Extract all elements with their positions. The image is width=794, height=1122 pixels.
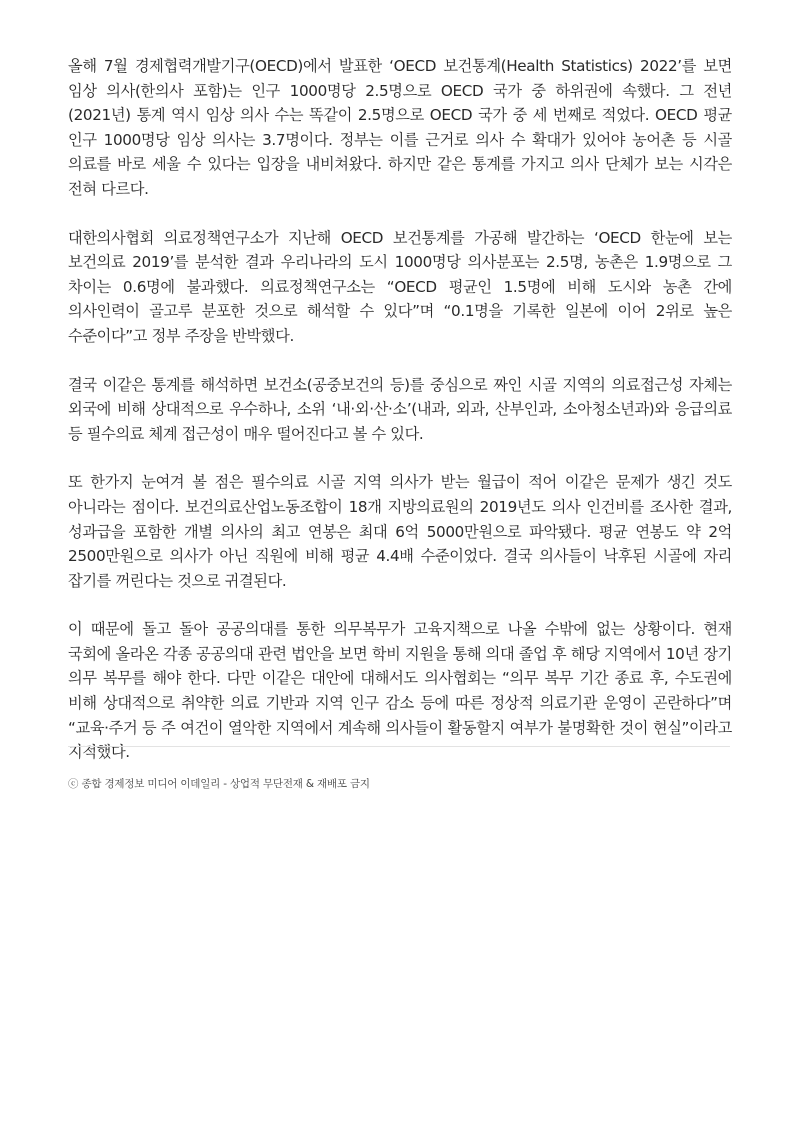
article-body — [68, 54, 732, 789]
article-paragraph-4: 또 한가지 눈여겨 볼 점은 필수의료 시골 지역 의사가 받는 월급이 적어 이같은 문제가 생긴 것도 아니라는 점이다. 보건의료산업노동조합이 18개 지방의료원의 2019년도 의사 인건비를 조사한 결과, 성과급을 포함한 개별 의사의 최고 연봉은 최대 6억 5000만원으로 파악됐다. 평균 연봉도 약 2억 2500만원으로 의사가 아닌 직원에 비해 평균 4.4배 수준이었다. 결국 의사들이 낙후된 시골에 자리 잡기를 꺼린다는 것으로 귀결된다. — [68, 473, 732, 590]
article-paragraph-2: 대한의사협회 의료정책연구소가 지난해 OECD 보건통계를 가공해 발간하는 ‘OECD 한눈에 보는 보건의료 2019’를 분석한 결과 우리나라의 도시 1000명당 의사분포는 2.5명, 농촌은 1.9명으로 그 차이는 0.6명에 불과했다. 의료정책연구소는 “OECD 평균인 1.5명에 비해 도시와 농촌 간에 의사인력이 골고루 분포한 것으로 해석할 수 있다”며 “0.1명을 기록한 일본에 이어 2위로 높은 수준이다”고 정부 주장을 반박했다. — [68, 228, 732, 345]
article-paragraph-5: 이 때문에 돌고 돌아 공공의대를 통한 의무복무가 고육지책으로 나올 수밖에 없는 상황이다. 현재 국회에 올라온 각종 공공의대 관련 법안을 보면 학비 지원을 통해 의대 졸업 후 해당 지역에서 10년 장기 의무 복무를 해야 한다. 다만 이같은 대안에 대해서도 의사협회는 “의무 복무 기간 종료 후, 수도권에 비해 상대적으로 취약한 의료 기반과 지역 인구 감소 등에 따른 정상적 의료기관 운영이 곤란하다”며 “교육·주거 등 주 여건이 열악한 지역에서 계속해 의사들이 활동할지 여부가 불명확한 것이 현실”이라고 지적했다. — [68, 620, 732, 762]
copyright-notice: ⓒ 종합 경제정보 미디어 이데일리 - 상업적 무단전재 & 재배포 금지 — [68, 778, 370, 790]
article-paragraph-1: 올해 7월 경제협력개발기구(OECD)에서 발표한 ‘OECD 보건통계(Health Statistics) 2022’를 보면 임상 의사(한의사 포함)는 인구 1000명당 2.5명으로 OECD 국가 중 하위권에 속했다. 그 전년(2021년) 통계 역시 임상 의사 수는 똑같이 2.5명으로 OECD 국가 중 세 번째로 적었다. OECD 평균 인구 1000명당 임상 의사는 3.7명이다. 정부는 이를 근거로 의사 수 확대가 있어야 농어촌 등 시골 의료를 바로 세울 수 있다는 입장을 내비쳐왔다. 하지만 같은 통계를 가지고 의사 단체가 보는 시각은 전혀 다르다. — [68, 57, 732, 198]
article-paragraph-3: 결국 이같은 통계를 해석하면 보건소(공중보건의 등)를 중심으로 짜인 시골 지역의 의료접근성 자체는 외국에 비해 상대적으로 우수하나, 소위 ‘내·외·산·소’(내과, 외과, 산부인과, 소아청소년과)와 응급의료 등 필수의료 체계 접근성이 매우 떨어진다고 볼 수 있다. — [68, 375, 732, 443]
footer-divider — [68, 746, 730, 747]
